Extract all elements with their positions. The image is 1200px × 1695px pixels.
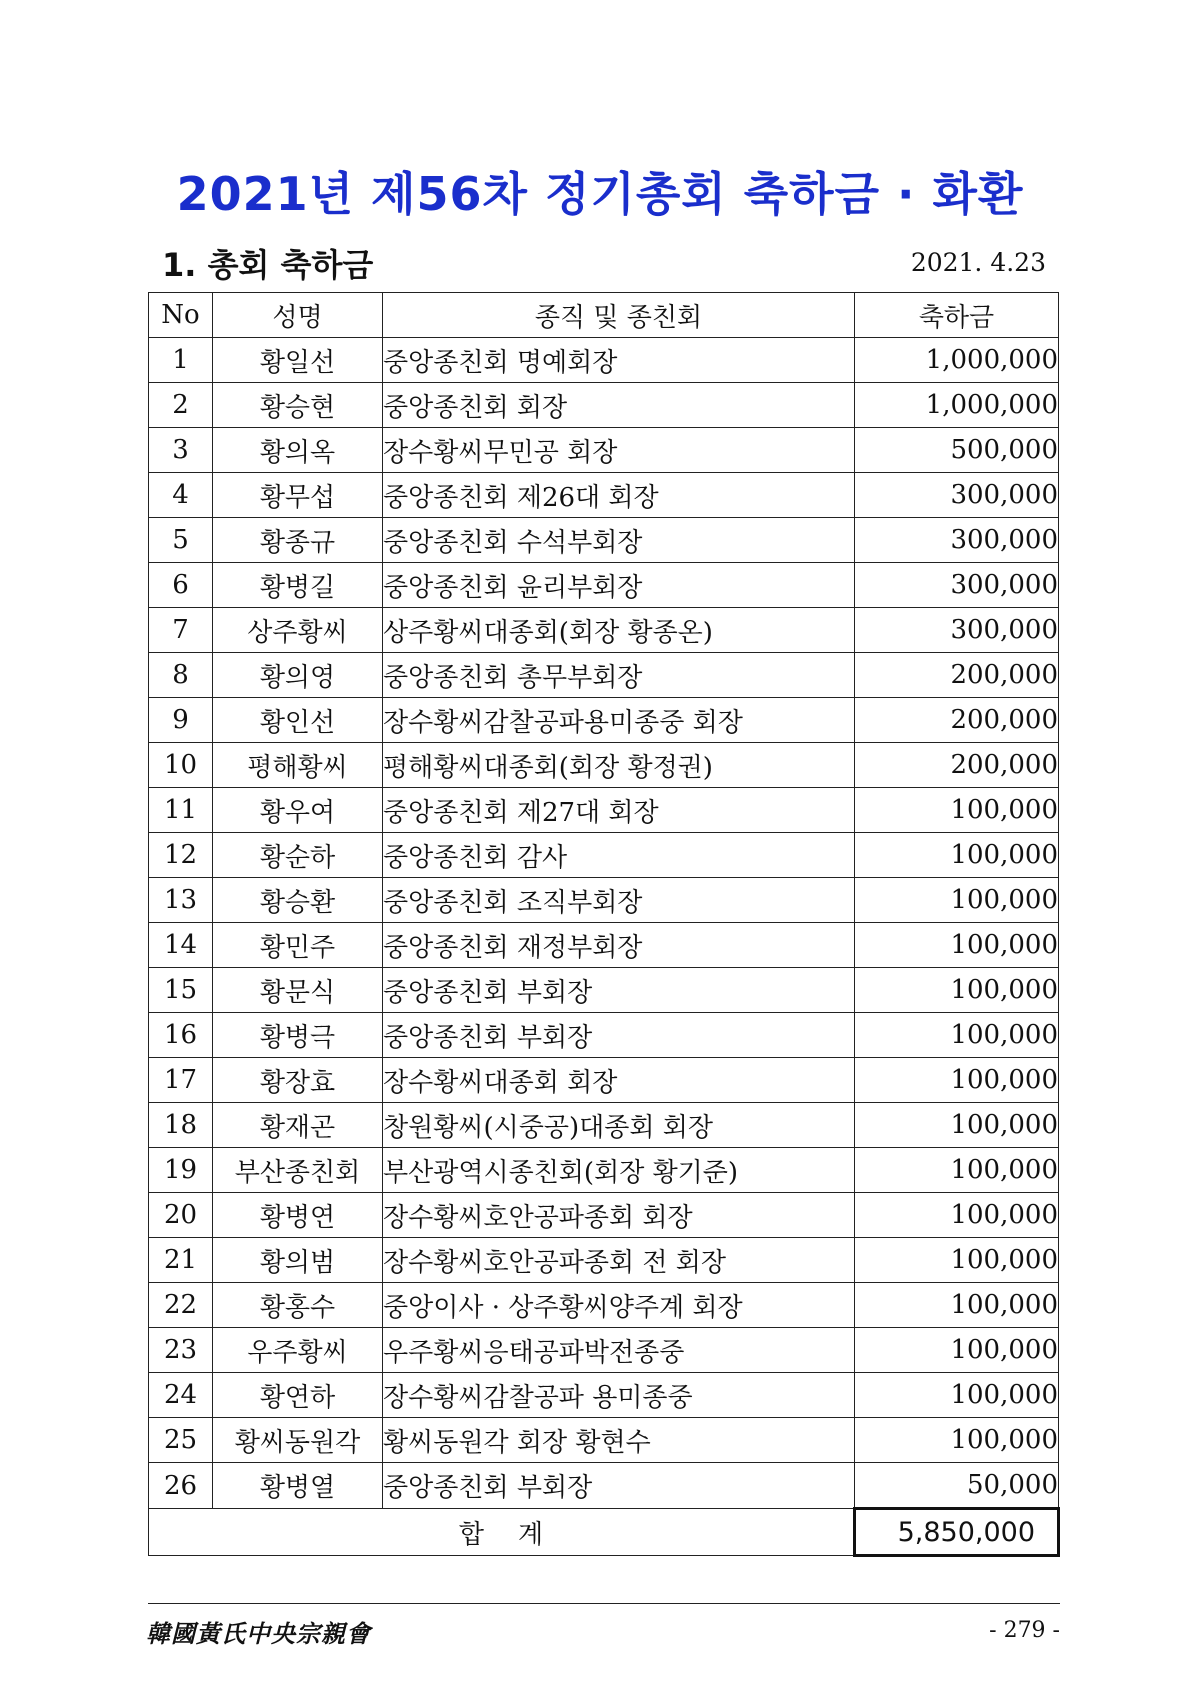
row-amount: 100,000 bbox=[855, 833, 1059, 878]
table-row bbox=[149, 473, 1059, 518]
row-name: 황병극 bbox=[213, 1013, 383, 1058]
row-name: 황문식 bbox=[213, 968, 383, 1013]
header-no: No bbox=[149, 293, 213, 338]
row-org: 장수황씨대종회 회장 bbox=[383, 1058, 855, 1103]
row-amount: 100,000 bbox=[855, 923, 1059, 968]
header-amount: 축하금 bbox=[855, 293, 1059, 338]
row-org: 중앙종친회 재정부회장 bbox=[383, 923, 855, 968]
table-row bbox=[149, 968, 1059, 1013]
row-name: 황승환 bbox=[213, 878, 383, 923]
row-org: 중앙종친회 부회장 bbox=[383, 968, 855, 1013]
row-org: 중앙종친회 감사 bbox=[383, 833, 855, 878]
row-org: 중앙종친회 부회장 bbox=[383, 1013, 855, 1058]
table-body bbox=[149, 338, 1059, 1509]
row-amount: 100,000 bbox=[855, 1148, 1059, 1193]
row-amount: 500,000 bbox=[855, 428, 1059, 473]
footer-divider bbox=[148, 1603, 1060, 1604]
row-amount: 100,000 bbox=[855, 1013, 1059, 1058]
table-row bbox=[149, 1148, 1059, 1193]
row-name: 황의옥 bbox=[213, 428, 383, 473]
row-org: 중앙종친회 명예회장 bbox=[383, 338, 855, 383]
row-name: 황종규 bbox=[213, 518, 383, 563]
row-no: 20 bbox=[149, 1193, 213, 1238]
row-name: 황의범 bbox=[213, 1238, 383, 1283]
footer-org-name: 韓國黃氏中央宗親會 bbox=[146, 1619, 371, 1648]
table-row bbox=[149, 1103, 1059, 1148]
table-row bbox=[149, 1193, 1059, 1238]
table-row bbox=[149, 743, 1059, 788]
table-row bbox=[149, 1373, 1059, 1418]
row-amount: 100,000 bbox=[855, 1373, 1059, 1418]
row-amount: 300,000 bbox=[855, 518, 1059, 563]
row-org: 황씨동원각 회장 황현수 bbox=[383, 1418, 855, 1463]
row-amount: 100,000 bbox=[855, 1058, 1059, 1103]
row-no: 13 bbox=[149, 878, 213, 923]
row-org: 장수황씨감찰공파용미종중 회장 bbox=[383, 698, 855, 743]
table-row bbox=[149, 1418, 1059, 1463]
row-name: 황순하 bbox=[213, 833, 383, 878]
table-row bbox=[149, 698, 1059, 743]
row-org: 중앙종친회 수석부회장 bbox=[383, 518, 855, 563]
table-row bbox=[149, 1328, 1059, 1373]
total-amount: 5,850,000 bbox=[855, 1509, 1059, 1556]
row-name: 우주황씨 bbox=[213, 1328, 383, 1373]
row-name: 평해황씨 bbox=[213, 743, 383, 788]
table-row bbox=[149, 383, 1059, 428]
row-amount: 300,000 bbox=[855, 473, 1059, 518]
table-row bbox=[149, 923, 1059, 968]
header-name: 성명 bbox=[213, 293, 383, 338]
row-no: 8 bbox=[149, 653, 213, 698]
row-no: 26 bbox=[149, 1463, 213, 1509]
row-amount: 300,000 bbox=[855, 608, 1059, 653]
total-label: 합계 bbox=[149, 1509, 855, 1556]
table-row bbox=[149, 1238, 1059, 1283]
row-name: 황무섭 bbox=[213, 473, 383, 518]
row-amount: 100,000 bbox=[855, 1103, 1059, 1148]
row-amount: 100,000 bbox=[855, 968, 1059, 1013]
row-no: 11 bbox=[149, 788, 213, 833]
row-name: 황재곤 bbox=[213, 1103, 383, 1148]
row-name: 황씨동원각 bbox=[213, 1418, 383, 1463]
row-org: 장수황씨호안공파종회 회장 bbox=[383, 1193, 855, 1238]
row-amount: 100,000 bbox=[855, 878, 1059, 923]
table-row bbox=[149, 1463, 1059, 1509]
row-no: 9 bbox=[149, 698, 213, 743]
row-org: 중앙종친회 제27대 회장 bbox=[383, 788, 855, 833]
row-name: 황병길 bbox=[213, 563, 383, 608]
section-heading: 1. 총회 축하금 bbox=[162, 246, 374, 284]
row-name: 황장효 bbox=[213, 1058, 383, 1103]
row-name: 황우여 bbox=[213, 788, 383, 833]
row-org: 중앙종친회 회장 bbox=[383, 383, 855, 428]
table-row bbox=[149, 1283, 1059, 1328]
table-row bbox=[149, 563, 1059, 608]
table-row bbox=[149, 788, 1059, 833]
row-amount: 200,000 bbox=[855, 653, 1059, 698]
row-name: 황연하 bbox=[213, 1373, 383, 1418]
row-no: 24 bbox=[149, 1373, 213, 1418]
row-name: 황일선 bbox=[213, 338, 383, 383]
row-name: 황병열 bbox=[213, 1463, 383, 1509]
table-row bbox=[149, 338, 1059, 383]
row-no: 19 bbox=[149, 1148, 213, 1193]
row-no: 15 bbox=[149, 968, 213, 1013]
table-row bbox=[149, 1013, 1059, 1058]
row-org: 부산광역시종친회(회장 황기준) bbox=[383, 1148, 855, 1193]
row-no: 17 bbox=[149, 1058, 213, 1103]
row-org: 중앙이사 · 상주황씨양주계 회장 bbox=[383, 1283, 855, 1328]
table-row bbox=[149, 608, 1059, 653]
row-no: 6 bbox=[149, 563, 213, 608]
row-amount: 1,000,000 bbox=[855, 338, 1059, 383]
row-no: 3 bbox=[149, 428, 213, 473]
table-row bbox=[149, 653, 1059, 698]
row-org: 평해황씨대종회(회장 황정권) bbox=[383, 743, 855, 788]
table-header-row bbox=[149, 293, 1059, 338]
row-no: 4 bbox=[149, 473, 213, 518]
row-org: 상주황씨대종회(회장 황종온) bbox=[383, 608, 855, 653]
table-row bbox=[149, 518, 1059, 563]
row-name: 황의영 bbox=[213, 653, 383, 698]
row-no: 22 bbox=[149, 1283, 213, 1328]
row-amount: 100,000 bbox=[855, 1418, 1059, 1463]
row-name: 황홍수 bbox=[213, 1283, 383, 1328]
row-amount: 1,000,000 bbox=[855, 383, 1059, 428]
row-no: 23 bbox=[149, 1328, 213, 1373]
row-no: 12 bbox=[149, 833, 213, 878]
row-amount: 200,000 bbox=[855, 698, 1059, 743]
row-org: 장수황씨감찰공파 용미종중 bbox=[383, 1373, 855, 1418]
row-name: 황승현 bbox=[213, 383, 383, 428]
row-org: 장수황씨호안공파종회 전 회장 bbox=[383, 1238, 855, 1283]
row-no: 16 bbox=[149, 1013, 213, 1058]
row-amount: 200,000 bbox=[855, 743, 1059, 788]
row-amount: 100,000 bbox=[855, 1283, 1059, 1328]
row-org: 중앙종친회 조직부회장 bbox=[383, 878, 855, 923]
row-name: 부산종친회 bbox=[213, 1148, 383, 1193]
row-org: 장수황씨무민공 회장 bbox=[383, 428, 855, 473]
row-org: 우주황씨응태공파박전종중 bbox=[383, 1328, 855, 1373]
row-no: 7 bbox=[149, 608, 213, 653]
row-no: 2 bbox=[149, 383, 213, 428]
total-row bbox=[149, 1509, 1059, 1556]
table-row bbox=[149, 1058, 1059, 1103]
row-no: 14 bbox=[149, 923, 213, 968]
row-no: 21 bbox=[149, 1238, 213, 1283]
table-row bbox=[149, 428, 1059, 473]
row-amount: 300,000 bbox=[855, 563, 1059, 608]
row-no: 25 bbox=[149, 1418, 213, 1463]
row-name: 황인선 bbox=[213, 698, 383, 743]
row-no: 1 bbox=[149, 338, 213, 383]
header-org: 종직 및 종친회 bbox=[383, 293, 855, 338]
row-amount: 100,000 bbox=[855, 1193, 1059, 1238]
row-org: 중앙종친회 윤리부회장 bbox=[383, 563, 855, 608]
document-date: 2021. 4.23 bbox=[910, 248, 1046, 277]
row-org: 중앙종친회 부회장 bbox=[383, 1463, 855, 1509]
row-amount: 100,000 bbox=[855, 1238, 1059, 1283]
row-no: 5 bbox=[149, 518, 213, 563]
row-name: 황민주 bbox=[213, 923, 383, 968]
donation-table bbox=[148, 292, 1060, 1557]
row-org: 중앙종친회 제26대 회장 bbox=[383, 473, 855, 518]
row-no: 10 bbox=[149, 743, 213, 788]
row-org: 중앙종친회 총무부회장 bbox=[383, 653, 855, 698]
table-row bbox=[149, 878, 1059, 923]
table-row bbox=[149, 833, 1059, 878]
row-name: 상주황씨 bbox=[213, 608, 383, 653]
row-org: 창원황씨(시중공)대종회 회장 bbox=[383, 1103, 855, 1148]
page-number: - 279 - bbox=[989, 1618, 1060, 1643]
row-no: 18 bbox=[149, 1103, 213, 1148]
row-amount: 100,000 bbox=[855, 1328, 1059, 1373]
row-amount: 50,000 bbox=[855, 1463, 1059, 1509]
row-amount: 100,000 bbox=[855, 788, 1059, 833]
row-name: 황병연 bbox=[213, 1193, 383, 1238]
page-title: 2021년 제56차 정기총회 축하금 · 화환 bbox=[176, 167, 1024, 221]
